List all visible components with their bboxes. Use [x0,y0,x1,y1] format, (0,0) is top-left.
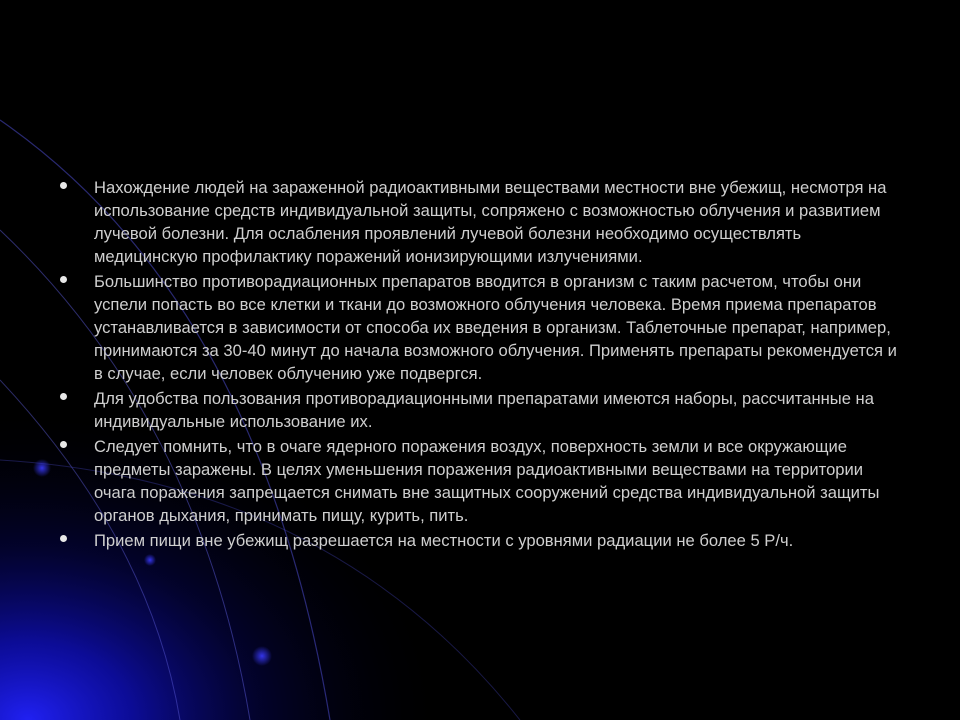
glow-orb-2 [252,646,272,666]
glow-orb-1 [33,459,51,477]
bullet-icon [60,393,67,400]
bullet-item [58,176,908,268]
bullet-text: Большинство противорадиационных препаратов вводится в организм с таким расчетом, чтобы они успели попасть во все клетки и ткани до возможного облучения человека. Время приема препаратов устанавливается в зависимости от способа их введения в организм. Таблеточные препарат, например, принимаются за 30-40 минут до начала возможного облучения. Применять препараты рекомендуется и в случае, если человек облучению уже подвергся. [94,272,897,383]
bullet-item [58,270,908,385]
bullet-icon [60,276,67,283]
bullet-item [58,387,908,433]
bullet-icon [60,535,67,542]
bullet-item [58,435,908,527]
bullet-text: Прием пищи вне убежищ разрешается на местности с уровнями радиации не более 5 Р/ч. [94,531,794,550]
bullet-item [58,529,908,552]
bullet-text: Для удобства пользования противорадиационными препаратами имеются наборы, рассчитанные на индивидуальные использование их. [94,389,874,431]
bullet-icon [60,441,67,448]
glow-orb-3 [144,554,156,566]
bullet-list [58,176,908,552]
bullet-text: Следует помнить, что в очаге ядерного поражения воздух, поверхность земли и все окружающие предметы заражены. В целях уменьшения поражения радиоактивными веществами на территории очага поражения запрещается снимать вне защитных сооружений средства индивидуальной защиты органов дыхания, принимать пищу, курить, пить. [94,437,880,525]
bullet-text: Нахождение людей на зараженной радиоактивными веществами местности вне убежищ, несмотря на использование средств индивидуальной защиты, сопряжено с возможностью облучения и развитием лучевой болезни. Для ослабления проявлений лучевой болезни необходимо осуществлять медицинскую профилактику поражений ионизирующими излучениями. [94,178,887,266]
bullet-icon [60,182,67,189]
